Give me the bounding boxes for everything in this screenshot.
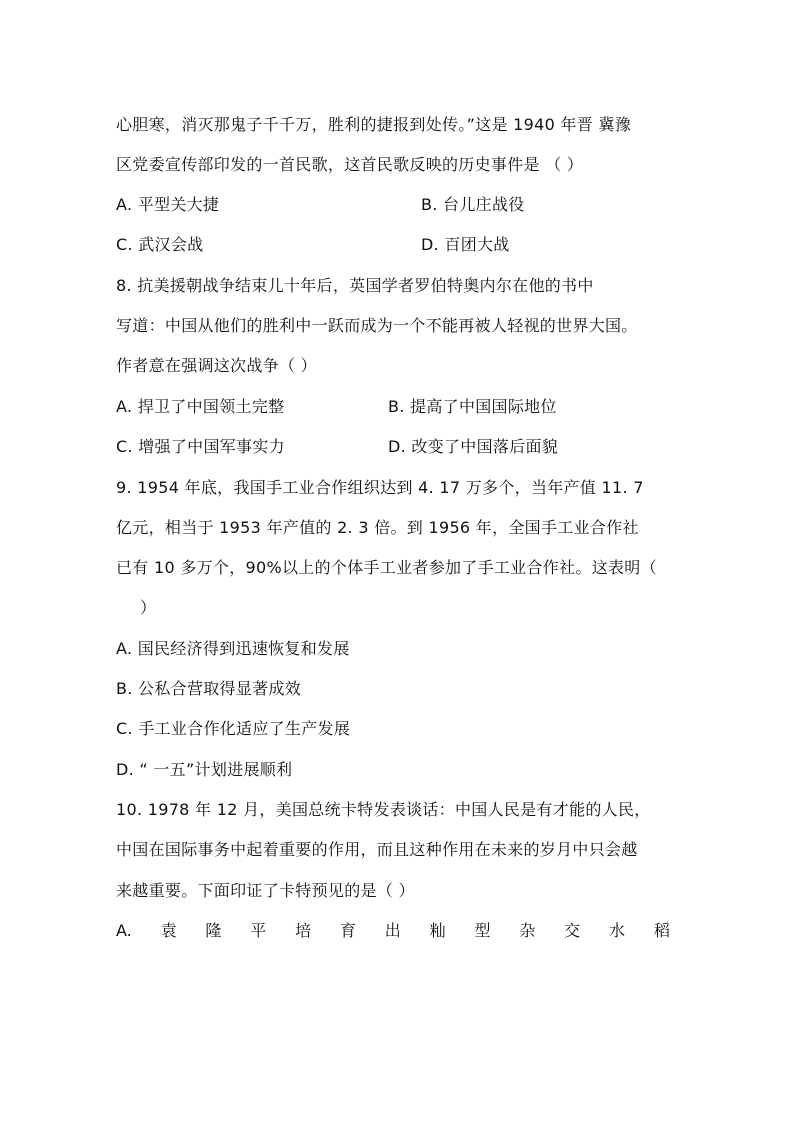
q9-option-b: B. 公私合营取得显著成效 [116,679,302,698]
q10-text-line-3: 来越重要。下面印证了卡特预见的是（ ） [116,881,415,900]
q10-option-a-char: 杂 [519,921,536,940]
q8-option-d: D. 改变了中国落后面貌 [388,437,559,456]
q7-option-a: A. 平型关大捷 [116,195,220,214]
q9-option-c: C. 手工业合作化适应了生产发展 [116,719,351,738]
q10-text-line-1: 10. 1978 年 12 月，美国总统卡特发表谈话：中国人民是有才能的人民， [116,800,651,819]
q10-option-a-char: 水 [609,921,626,940]
q9-text-line-4: ） [140,598,157,617]
q8-option-a: A. 捍卫了中国领土完整 [116,397,285,416]
q10-option-a-char: 稻 [653,921,670,940]
q10-option-a-char: 袁 [160,921,177,940]
q10-option-a-char: 育 [339,921,356,940]
q9-text-line-3: 已有 10 多万个，90%以上的个体手工业者参加了手工业合作社。这表明（ [116,558,657,577]
q10-option-a-char: 平 [250,921,267,940]
q8-text-line-3: 作者意在强调这次战争（ ） [116,356,317,375]
q10-option-a-char: 交 [564,921,581,940]
q8-text-line-2: 写道：中国从他们的胜利中一跃而成为一个不能再被人轻视的世界大国。 [116,316,638,335]
q10-text-line-2: 中国在国际事务中起着重要的作用，而且这种作用在未来的岁月中只会越 [116,840,638,859]
q10-option-a [116,920,670,942]
q8-option-b: B. 提高了中国国际地位 [388,397,557,416]
q7-text-line-1: 心胆寒，消灭那鬼子千千万，胜利的捷报到处传。”这是 1940 年晋 冀豫 [116,115,632,134]
q10-option-a-char: 出 [384,921,401,940]
q7-option-c: C. 武汉会战 [116,235,204,254]
q7-option-b: B. 台儿庄战役 [421,195,525,214]
q9-option-a: A. 国民经济得到迅速恢复和发展 [116,639,350,658]
q10-option-a-char: 培 [295,921,312,940]
q10-option-a-char: 隆 [205,921,222,940]
q10-option-a-char: A. [116,921,132,940]
q8-text-line-1: 8. 抗美援朝战争结束儿十年后，英国学者罗伯特奥内尔在他的书中 [116,276,594,295]
q8-option-c: C. 增强了中国军事实力 [116,437,285,456]
q10-option-a-char: 籼 [429,921,446,940]
q7-text-line-2: 区党委宣传部印发的一首民歌，这首民歌反映的历史事件是 （ ） [116,155,584,174]
q7-option-d: D. 百团大战 [421,235,510,254]
q10-option-a-char: 型 [474,921,491,940]
q9-text-line-1: 9. 1954 年底，我国手工业合作组织达到 4. 17 万多个，当年产值 11. 7 [116,478,644,497]
q9-option-d: D. “ 一五”计划进展顺利 [116,760,293,779]
q9-text-line-2: 亿元，相当于 1953 年产值的 2. 3 倍。到 1956 年，全国手工业合作社 [116,518,639,537]
